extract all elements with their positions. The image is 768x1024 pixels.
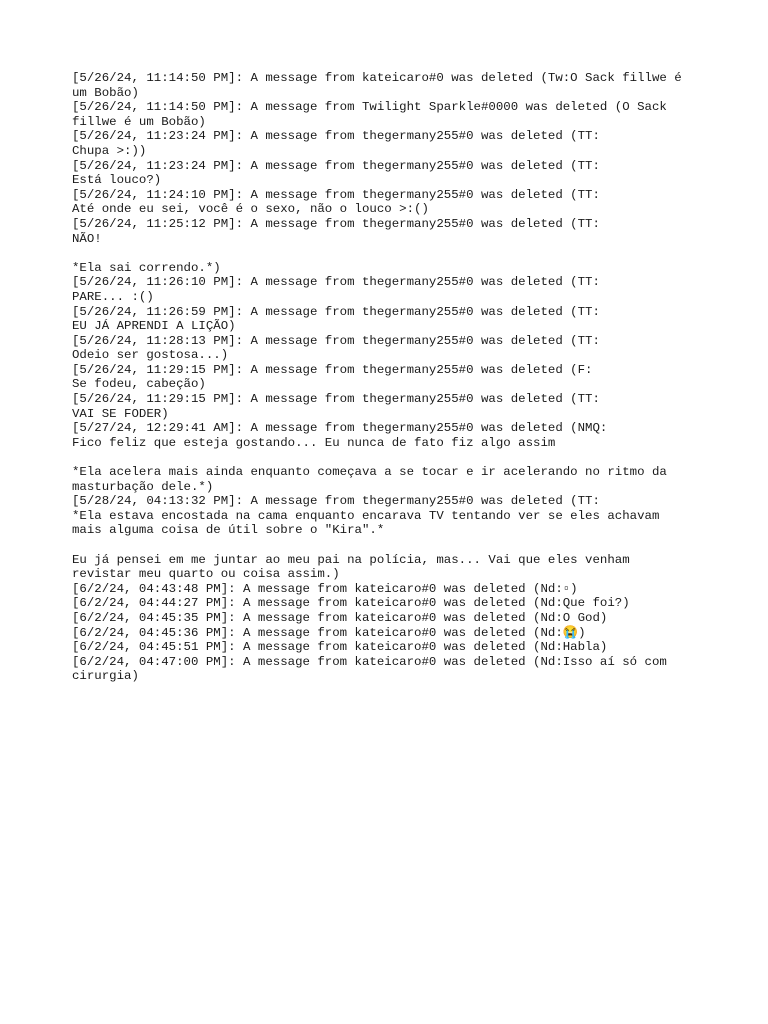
text-line: [6/2/24, 04:45:35 PM]: A message from kateicaro#0 was deleted (Nd:O God) bbox=[72, 610, 608, 625]
text-line: [5/26/24, 11:28:13 PM]: A message from thegermany255#0 was deleted (TT: bbox=[72, 333, 600, 348]
blank-line bbox=[72, 450, 712, 465]
text-line: masturbação dele.*) bbox=[72, 479, 214, 494]
text-line: Até onde eu sei, você é o sexo, não o louco >:() bbox=[72, 202, 429, 217]
text-line: [5/26/24, 11:23:24 PM]: A message from thegermany255#0 was deleted (TT: bbox=[72, 158, 600, 173]
text-line: um Bobão) bbox=[72, 85, 139, 100]
text-line: [5/26/24, 11:14:50 PM]: A message from Twilight Sparkle#0000 was deleted (O Sack bbox=[72, 100, 667, 115]
text-line: Chupa >:)) bbox=[72, 143, 147, 158]
text-line: cirurgia) bbox=[72, 669, 139, 684]
text-line: PARE... :() bbox=[72, 289, 154, 304]
text-line: [5/26/24, 11:29:15 PM]: A message from thegermany255#0 was deleted (TT: bbox=[72, 392, 600, 407]
text-line: *Ela estava encostada na cama enquanto encarava TV tentando ver se eles achavam bbox=[72, 508, 660, 523]
text-line: [6/2/24, 04:45:36 PM]: A message from kateicaro#0 was deleted (Nd:😭) bbox=[72, 625, 586, 640]
text-line: Se fodeu, cabeção) bbox=[72, 377, 206, 392]
text-line: Fico feliz que esteja gostando... Eu nunca de fato fiz algo assim bbox=[72, 435, 556, 450]
text-line: [5/26/24, 11:26:10 PM]: A message from thegermany255#0 was deleted (TT: bbox=[72, 275, 600, 290]
text-line: Eu já pensei em me juntar ao meu pai na polícia, mas... Vai que eles venham bbox=[72, 552, 630, 567]
text-line: mais alguma coisa de útil sobre o "Kira".* bbox=[72, 523, 385, 538]
blank-line bbox=[72, 246, 712, 261]
text-line: EU JÁ APRENDI A LIÇÃO) bbox=[72, 319, 236, 334]
text-line: Odeio ser gostosa...) bbox=[72, 348, 229, 363]
text-line: [6/2/24, 04:45:51 PM]: A message from kateicaro#0 was deleted (Nd:Habla) bbox=[72, 640, 608, 655]
text-line: [5/26/24, 11:26:59 PM]: A message from thegermany255#0 was deleted (TT: bbox=[72, 304, 600, 319]
text-line: [6/2/24, 04:47:00 PM]: A message from kateicaro#0 was deleted (Nd:Isso aí só com bbox=[72, 654, 667, 669]
text-line: Está louco?) bbox=[72, 173, 162, 188]
text-line: *Ela acelera mais ainda enquanto começava a se tocar e ir acelerando no ritmo da bbox=[72, 465, 667, 480]
text-line: [5/26/24, 11:23:24 PM]: A message from thegermany255#0 was deleted (TT: bbox=[72, 129, 600, 144]
text-line: *Ela sai correndo.*) bbox=[72, 260, 221, 275]
text-line: NÃO! bbox=[72, 231, 102, 246]
text-line: [5/26/24, 11:14:50 PM]: A message from kateicaro#0 was deleted (Tw:O Sack fillwe é bbox=[72, 71, 682, 85]
text-line: [5/26/24, 11:24:10 PM]: A message from thegermany255#0 was deleted (TT: bbox=[72, 187, 600, 202]
text-line: VAI SE FODER) bbox=[72, 406, 169, 421]
blank-line bbox=[72, 538, 712, 553]
text-line: revistar meu quarto ou coisa assim.) bbox=[72, 567, 340, 582]
text-line: fillwe é um Bobão) bbox=[72, 114, 206, 129]
text-line: [6/2/24, 04:44:27 PM]: A message from kateicaro#0 was deleted (Nd:Que foi?) bbox=[72, 596, 630, 611]
text-line: [5/27/24, 12:29:41 AM]: A message from thegermany255#0 was deleted (NMQ: bbox=[72, 421, 608, 436]
text-line: [5/28/24, 04:13:32 PM]: A message from thegermany255#0 was deleted (TT: bbox=[72, 494, 600, 509]
text-line: [6/2/24, 04:43:48 PM]: A message from kateicaro#0 was deleted (Nd:▫) bbox=[72, 581, 578, 596]
text-line: [5/26/24, 11:25:12 PM]: A message from thegermany255#0 was deleted (TT: bbox=[72, 216, 600, 231]
document-page bbox=[72, 71, 712, 684]
text-line: [5/26/24, 11:29:15 PM]: A message from thegermany255#0 was deleted (F: bbox=[72, 362, 593, 377]
